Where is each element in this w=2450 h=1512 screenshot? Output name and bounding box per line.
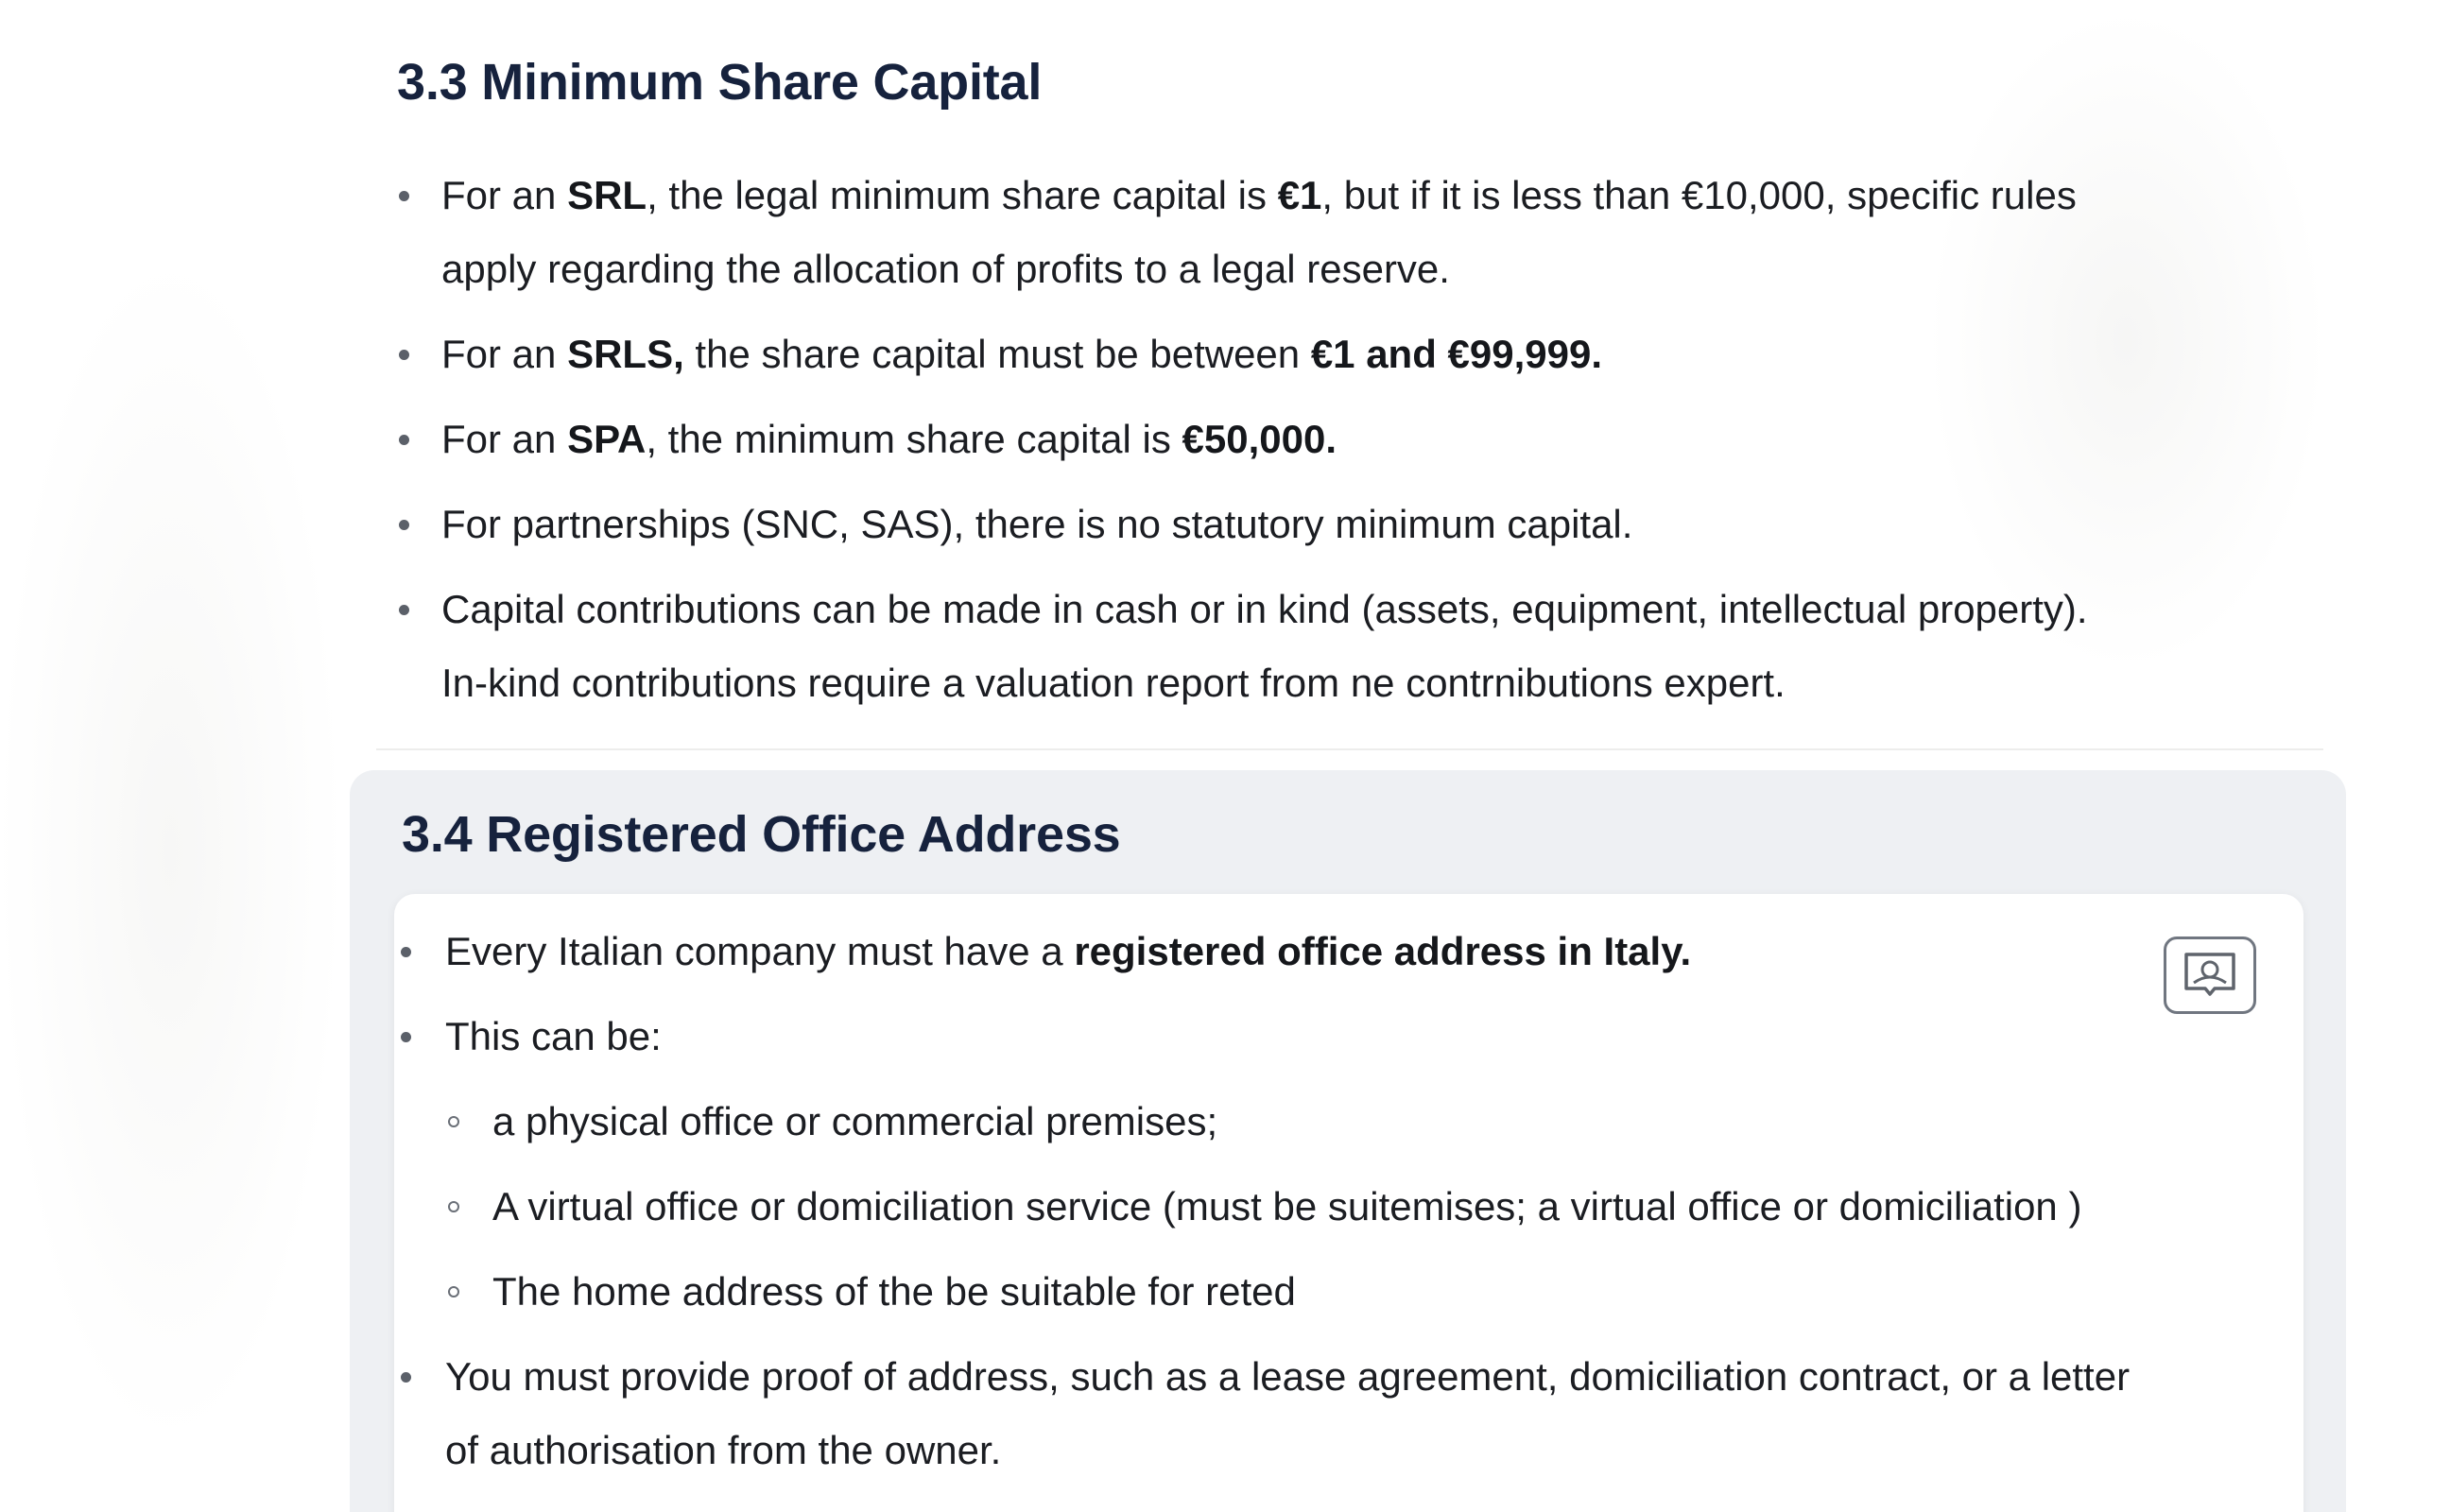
- list-item: [445, 1340, 2298, 1487]
- item-text: For partnerships (SNC, SAS), there is no statutory minimum capital.: [441, 502, 1633, 546]
- share-capital-list: [441, 159, 2275, 731]
- list-item: [441, 573, 2275, 720]
- bullet-dot: [401, 1372, 411, 1383]
- item-text: This can be:: [445, 1014, 662, 1058]
- bullet-ring: [448, 1201, 459, 1212]
- bullet-dot: [399, 435, 409, 445]
- bullet-dot: [401, 947, 411, 957]
- item-text: For an SRL, the legal minimum share capital is €1, but if it is less than €10,000, specific rules apply regarding the allocation of profits to a legal reserve.: [441, 173, 2077, 291]
- bullet-ring: [448, 1116, 459, 1127]
- sub-list-item: [445, 1170, 2298, 1244]
- bullet-ring: [448, 1286, 459, 1297]
- section-heading-3-3: 3.3 Minimum Share Capital: [397, 54, 1043, 111]
- bullet-dot: [399, 350, 409, 360]
- sub-list-item: [445, 1085, 2298, 1159]
- item-text: Every Italian company must have a registered office address in Italy.: [445, 929, 1692, 973]
- bullet-dot: [399, 191, 409, 201]
- section-divider: [376, 748, 2323, 750]
- bullet-dot: [399, 605, 409, 615]
- feedback-button[interactable]: [2164, 936, 2256, 1014]
- list-item: [445, 915, 2298, 988]
- bullet-dot: [399, 520, 409, 530]
- sub-list-item: [445, 1255, 2298, 1329]
- item-text: For an SPA, the minimum share capital is €50,000.: [441, 417, 1337, 461]
- item-text: For an SRLS, the share capital must be between €1 and €99,999.: [441, 332, 1603, 376]
- section-heading-3-4: 3.4 Registered Office Address: [402, 806, 1121, 863]
- bullet-dot: [401, 1032, 411, 1042]
- feedback-chat-icon: [2181, 949, 2239, 1003]
- list-item: [441, 159, 2275, 306]
- item-text: The home address of the be suitable for reted: [492, 1269, 1296, 1314]
- item-text: a physical office or commercial premises;: [492, 1099, 1218, 1143]
- list-item: [441, 318, 2275, 391]
- list-item: [445, 1000, 2298, 1074]
- list-item: [441, 488, 2275, 561]
- item-text: You must provide proof of address, such as a lease agreement, domiciliation contract, or a letter of authorisation from the owner.: [445, 1354, 2131, 1472]
- registered-office-list: [445, 915, 2298, 1499]
- list-item: [441, 403, 2275, 476]
- item-text: Capital contributions can be made in cash or in kind (assets, equipment, intellectual property). In-kind contributions require a valuation report from ne contrnibutions expert.: [441, 587, 2088, 705]
- item-text: A virtual office or domiciliation service (must be suitemises; a virtual office or domiciliation ): [492, 1184, 2082, 1228]
